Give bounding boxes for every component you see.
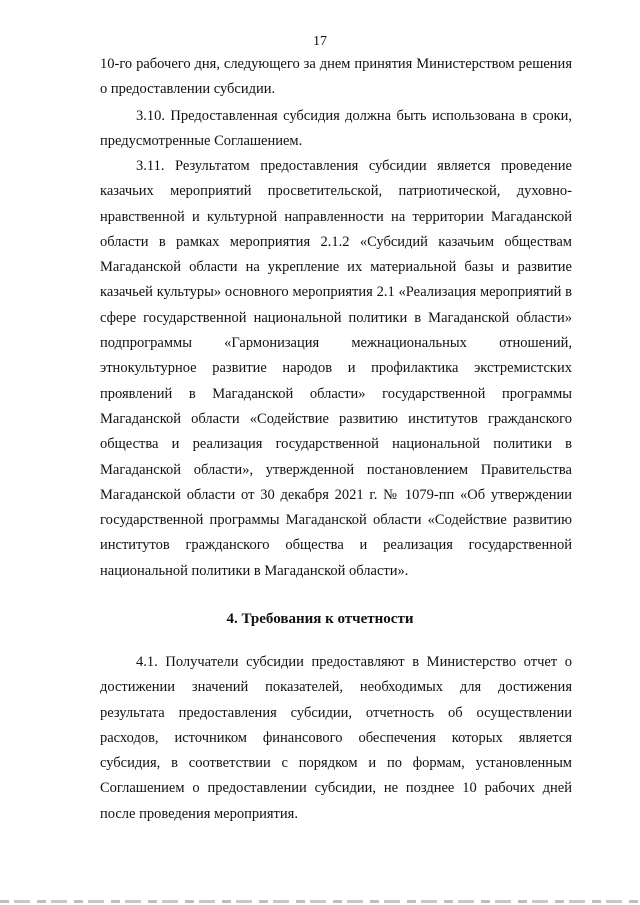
paragraph-continuation — [100, 52, 572, 103]
paragraph-text: 4.1. Получатели субсидии предоставляют в Министерство отчет о достижении значений показателей, необходимых для достижения результата предоставления субсидии, отчетность об осуществлении расходов, источником финансового обеспечения которых является субсидия, в соответствии с порядком и по формам, установленным Соглашением о предоставлении субсидии, не позднее 10 рабочих дней после проведения мероприятия. — [100, 654, 572, 822]
paragraph-text: 3.11. Результатом предоставления субсидии является проведение казачьих мероприятий просветительской, патриотической, духовно-нравственной и культурной направленности на территории Магаданской области в рамках мероприятия 2.1.2 «Субсидий казачьим обществам Магаданской области на укрепление их материальной базы и развитие казачьей культуры» основного мероприятия 2.1 «Реализация мероприятий в сфере государственной национальной политики в Магаданской области» подпрограммы «Гармонизация межнациональных отношений, этнокультурное развитие народов и профилактика экстремистских проявлений в Магаданской области» государственной программы Магаданской области «Содействие развитию институтов гражданского общества и реализация государственной национальной политики в Магаданской области», утвержденной постановлением Правительства Магаданской области от 30 декабря 2021 г. № 1079-пп «Об утверждении государственной программы Магаданской области «Содействие развитию институтов гражданского общества и реализация государственной национальной политики в Магаданской области». — [100, 158, 572, 579]
paragraph-4-1 — [100, 650, 572, 827]
scan-edge-artifact — [0, 900, 640, 903]
section-heading: 4. Требования к отчетности — [226, 611, 414, 627]
page-number: 17 — [313, 34, 327, 49]
paragraph-3-11 — [100, 154, 572, 584]
paragraph-3-10 — [100, 104, 572, 155]
paragraph-text: 10-го рабочего дня, следующего за днем принятия Министерством решения о предоставлении субсидии. — [100, 56, 572, 98]
paragraph-text: 3.10. Предоставленная субсидия должна быть использована в сроки, предусмотренные Соглашением. — [100, 108, 572, 150]
